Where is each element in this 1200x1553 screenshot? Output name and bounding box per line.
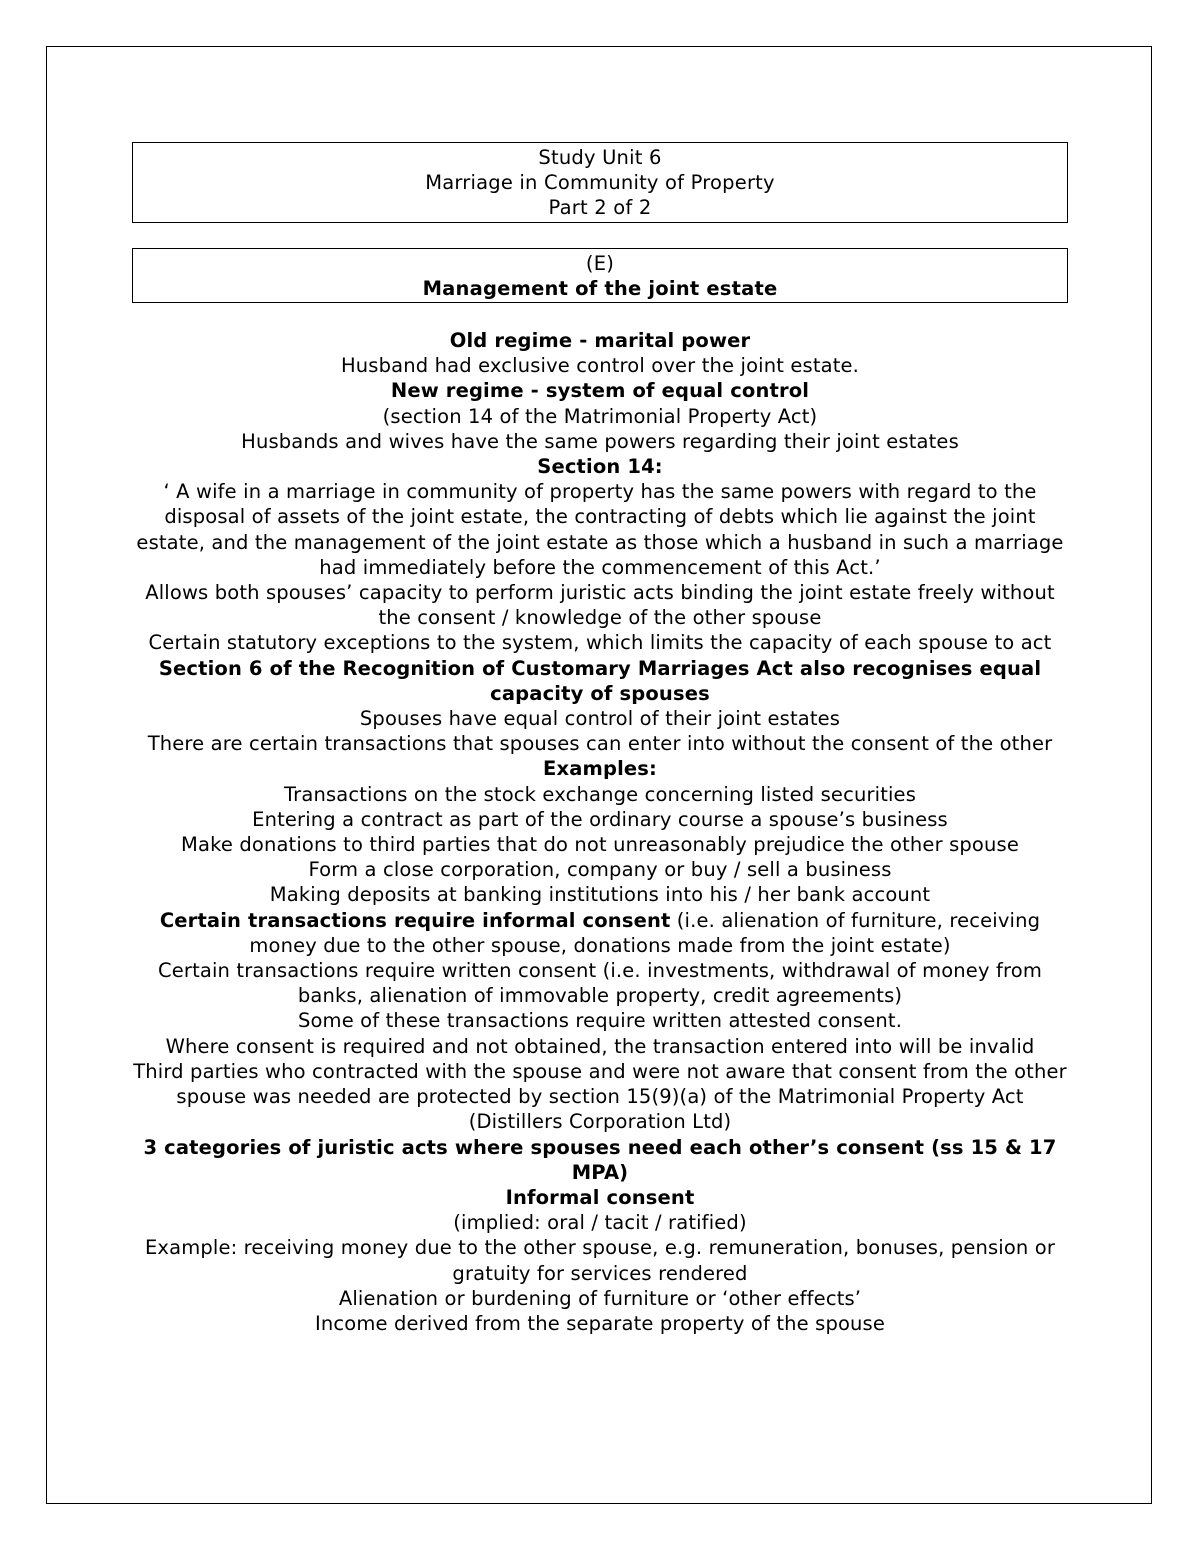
study-unit-header [132, 142, 1068, 223]
informal-consent-example: Example: receiving money due to the other spouse, e.g. remuneration, bonuses, pension or gratuity for services rendered [144, 1236, 1056, 1285]
unit-title: Marriage in Community of Property [425, 171, 775, 194]
informal-consent-rest: (i.e. alienation of furniture, receiving money due to the other spouse, donations made from the joint estate) [249, 908, 1041, 957]
informal-consent-heading: Informal consent [505, 1185, 695, 1209]
section14-heading: Section 14: [537, 455, 663, 479]
categories-heading: 3 categories of juristic acts where spouses need each other’s consent (ss 15 & 17 MPA) [143, 1135, 1057, 1184]
new-regime-reference: (section 14 of the Matrimonial Property Act) [382, 404, 818, 428]
section-header [132, 248, 1068, 303]
new-regime-text: Husbands and wives have the same powers regarding their joint estates [241, 429, 959, 453]
informal-consent-types: (implied: oral / tacit / ratified) [453, 1211, 747, 1235]
attested-consent-text: Some of these transactions require written attested consent. [297, 1009, 903, 1033]
example-item: Making deposits at banking institutions into his / her bank account [269, 883, 931, 907]
section-letter: (E) [585, 252, 615, 275]
section14-quote: ‘ A wife in a marriage in community of property has the same powers with regard to the disposal of assets of the joint estate, the contracting of debts which lie against the joint estate, and the management of the joint estate as those which a husband in such a marriage had immediately before the commencement of this Act.’ [136, 480, 1064, 579]
equal-control-text: Spouses have equal control of their joint estates [359, 707, 841, 731]
written-consent-text: Certain transactions require written consent (i.e. investments, withdrawal of money from banks, alienation of immovable property, credit agreements) [158, 959, 1042, 1008]
customary-marriages-heading: Section 6 of the Recognition of Customary Marriages Act also recognises equal capacity of spouses [158, 656, 1042, 705]
document-body [132, 328, 1068, 1336]
unit-number: Study Unit 6 [538, 146, 662, 169]
third-parties-text: Third parties who contracted with the spouse and were not aware that consent from the other spouse was needed are protected by section 15(9)(a) of the Matrimonial Property Act (Distillers Corporation Ltd) [133, 1059, 1067, 1134]
informal-consent-paragraph [132, 908, 1068, 958]
example-item: Form a close corporation, company or buy / sell a business [308, 858, 892, 882]
example-item: Entering a contract as part of the ordinary course a spouse’s business [252, 807, 948, 831]
new-regime-heading: New regime - system of equal control [390, 379, 810, 403]
invalid-transaction-text: Where consent is required and not obtained, the transaction entered into will be invalid [165, 1034, 1035, 1058]
examples-heading: Examples: [543, 757, 657, 781]
section-title: Management of the joint estate [422, 277, 778, 300]
informal-consent-lead: Certain transactions require informal consent [159, 908, 671, 932]
old-regime-text: Husband had exclusive control over the joint estate. [340, 354, 860, 378]
example-item: Transactions on the stock exchange concerning listed securities [283, 782, 917, 806]
unit-part: Part 2 of 2 [548, 196, 652, 219]
without-consent-text: There are certain transactions that spouses can enter into without the consent of the other [147, 732, 1053, 756]
old-regime-heading: Old regime - marital power [449, 329, 751, 352]
example-item: Make donations to third parties that do not unreasonably prejudice the other spouse [181, 833, 1019, 857]
allows-text: Allows both spouses’ capacity to perform juristic acts binding the joint estate freely without the consent / knowledge of the other spouse [145, 581, 1055, 630]
furniture-text: Alienation or burdening of furniture or ‘other effects’ [338, 1286, 862, 1310]
income-text: Income derived from the separate property of the spouse [314, 1311, 886, 1335]
exceptions-text: Certain statutory exceptions to the system, which limits the capacity of each spouse to act [148, 631, 1052, 655]
